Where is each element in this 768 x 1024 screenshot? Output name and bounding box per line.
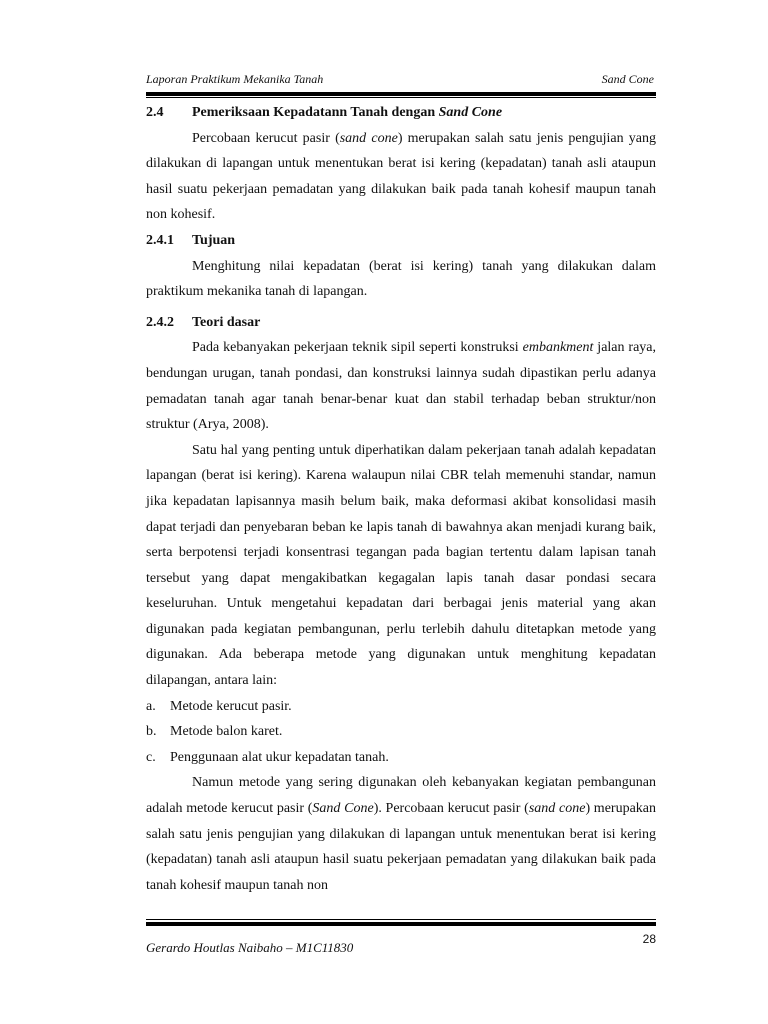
section-title: Pemeriksaan Kepadatann Tanah dengan Sand Cone [192,105,503,120]
footer-author: Gerardo Houtlas Naibaho – M1C11830 [146,940,354,955]
header-rule-thick [146,92,656,96]
tujuan-paragraph: Menghitung nilai kepadatan (berat isi kering) tanah yang dilakukan dalam praktikum mekanika tanah di lapangan. [146,258,656,300]
header-rule-thin [146,97,656,98]
section-number: 2.4 [146,105,164,120]
footer-rule-thick [146,922,656,926]
list-item: a. Metode kerucut pasir. [146,698,292,714]
page-number: 28 [642,932,656,946]
list-item: c. Penggunaan alat ukur kepadatan tanah. [146,749,389,765]
subsection-heading-tujuan: 2.4.1 Tujuan [146,232,236,248]
list-item: b. Metode balon karet. [146,724,283,740]
subsection-heading-teori: 2.4.2 Teori dasar [146,314,261,330]
teori-paragraph-3: Namun metode yang sering digunakan oleh kebanyakan kegiatan pembangunan adalah metode kerucut pasir (Sand Cone). Percobaan kerucut pasir (sand cone) merupakan salah satu jenis pengujian yang dilakukan di lapangan untuk menentukan berat isi kering (kepadatan) tanah asli ataupun hasil suatu pekerjaan pemadatan yang dilakukan baik pada tanah kohesif maupun tanah non [146,775,656,893]
teori-paragraph-1: Pada kebanyakan pekerjaan teknik sipil seperti konstruksi embankment jalan raya, bendungan urugan, tanah pondasi, dan konstruksi lainnya sudah dipastikan perlu adanya pemadatan tanah agar tanah benar-benar kuat dan stabil terhadap beban struktur/non struktur (Arya, 2008). [146,340,657,433]
section-intro-paragraph: Percobaan kerucut pasir (sand cone) merupakan salah satu jenis pengujian yang dilakukan di lapangan untuk menentukan berat isi kering (kepadatan) tanah asli ataupun hasil suatu pekerjaan pemadatan yang dilakukan baik pada tanah kohesif maupun tanah non kohesif. [146,130,656,223]
running-header-title: Laporan Praktikum Mekanika Tanah [146,72,324,86]
page-body [146,100,656,898]
running-header-topic: Sand Cone [601,72,654,86]
section-heading [146,100,656,126]
footer-rule-thin [146,919,656,920]
teori-paragraph-2: Satu hal yang penting untuk diperhatikan dalam pekerjaan tanah adalah kepadatan lapangan (berat isi kering). Karena walaupun nilai CBR telah memenuhi standar, namun jika kepadatan lapisannya masih belum baik, maka deformasi akibat konsolidasi masih dapat terjadi dan penyebaran beban ke lapis tanah di bawahnya akan menjadi kurang baik, serta berpotensi terjadi konsentrasi tegangan pada bagian tertentu dalam lapisan tanah tersebut yang dapat mengakibatkan kegagalan lapis tanah dasar pondasi secara keseluruhan. Untuk mengetahui kepadatan dari berbagai jenis material yang akan digunakan pada kegiatan pembangunan, perlu terlebih dahulu ditetapkan metode yang digunakan. Ada beberapa metode yang digunakan untuk menghitung kepadatan dilapangan, antara lain: [146,442,656,689]
